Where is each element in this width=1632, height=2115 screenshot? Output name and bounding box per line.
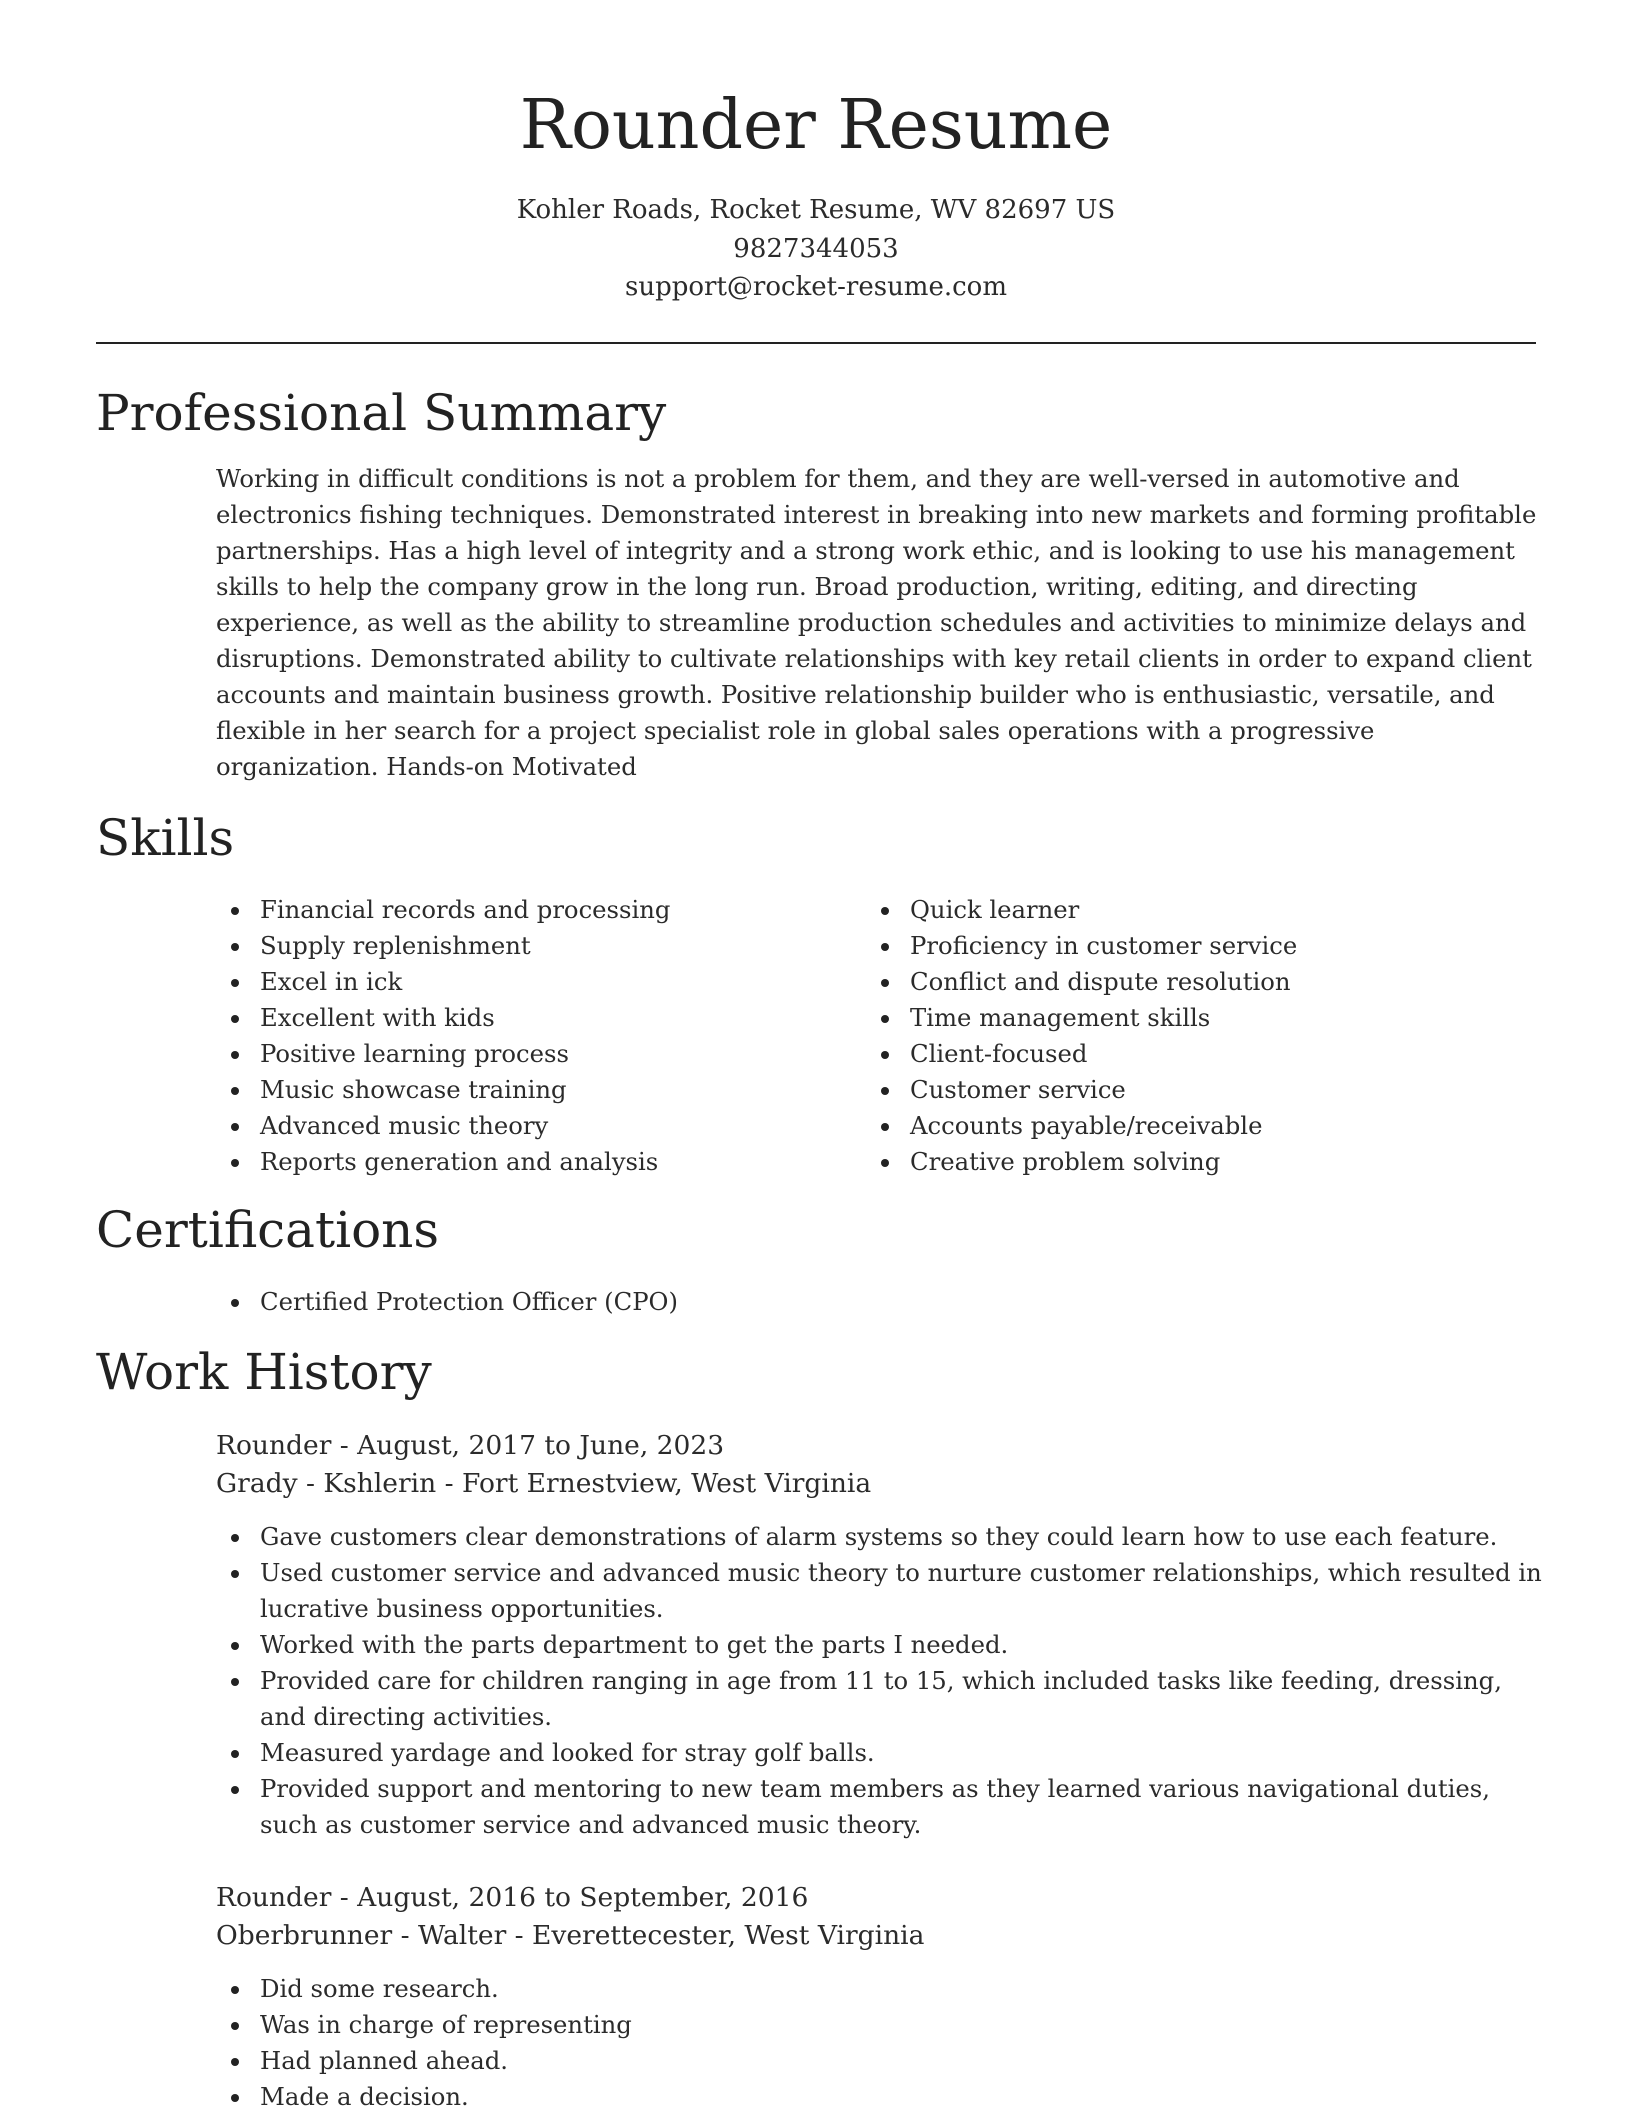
skill-item: Creative problem solving <box>866 1144 1486 1180</box>
certifications-heading: Certifications <box>96 1201 440 1259</box>
job-duties-list <box>216 1971 1546 2115</box>
job-duty-item: Was in charge of representing <box>216 2007 1546 2043</box>
job-duty-item: Made a decision. <box>216 2079 1546 2115</box>
job-title-line: Rounder - August, 2017 to June, 2023 <box>216 1430 725 1461</box>
job-duty-item: Did some research. <box>216 1971 1546 2007</box>
header-divider <box>96 342 1536 344</box>
skill-item: Reports generation and analysis <box>216 1144 816 1180</box>
summary-text: Working in difficult conditions is not a problem for them, and they are well-versed in automotive and electronics fishing techniques. Demonstrated interest in breaking into new markets and forming profitable partnerships. Has a high level of integrity and a strong work ethic, and is looking to use his management skills to help the company grow in the long run. Broad production, writing, editing, and directing experience, as well as the ability to streamline production schedules and activities to minimize delays and disruptions. Demonstrated ability to cultivate relationships with key retail clients in order to expand client accounts and maintain business growth. Positive relationship builder who is enthusiastic, versatile, and flexible in her search for a project specialist role in global sales operations with a progressive organization. Hands-on Motivated <box>216 464 1537 781</box>
job-duty-item: Measured yardage and looked for stray golf balls. <box>216 1735 1546 1771</box>
skill-item: Music showcase training <box>216 1072 816 1108</box>
skill-item: Client-focused <box>866 1036 1486 1072</box>
skill-item: Excel in ick <box>216 964 816 1000</box>
skill-item: Time management skills <box>866 1000 1486 1036</box>
contact-phone: 9827344053 <box>733 234 899 264</box>
job-duty-item: Provided support and mentoring to new team members as they learned various navigational duties, such as customer service and advanced music theory. <box>216 1771 1546 1843</box>
certification-item: Certified Protection Officer (CPO) <box>216 1284 1516 1320</box>
skill-item: Quick learner <box>866 892 1486 928</box>
job-employer-line: Grady - Kshlerin - Fort Ernestview, West Virginia <box>216 1468 872 1499</box>
skill-item: Supply replenishment <box>216 928 816 964</box>
resume-page <box>96 0 1542 2112</box>
skills-heading: Skills <box>96 809 235 867</box>
skill-item: Proficiency in customer service <box>866 928 1486 964</box>
work-history-heading: Work History <box>96 1343 432 1401</box>
candidate-name: Rounder Resume <box>519 86 1113 165</box>
job-duty-item: Provided care for children ranging in age from 11 to 15, which included tasks like feeding, dressing, and directing activities. <box>216 1663 1546 1735</box>
job-duties-list <box>216 1519 1546 1843</box>
summary-heading: Professional Summary <box>96 384 667 442</box>
skills-list-right <box>866 892 1486 1180</box>
skill-item: Accounts payable/receivable <box>866 1108 1486 1144</box>
job-duty-item: Worked with the parts department to get the parts I needed. <box>216 1627 1546 1663</box>
job-duty-item: Had planned ahead. <box>216 2043 1546 2079</box>
job-duty-item: Used customer service and advanced music theory to nurture customer relationships, which resulted in lucrative business opportunities. <box>216 1555 1546 1627</box>
job-title-line: Rounder - August, 2016 to September, 2016 <box>216 1882 809 1913</box>
skill-item: Financial records and processing <box>216 892 816 928</box>
skills-list-left <box>216 892 816 1180</box>
job-employer-line: Oberbrunner - Walter - Everettecester, West Virginia <box>216 1920 925 1951</box>
skill-item: Positive learning process <box>216 1036 816 1072</box>
skill-item: Advanced music theory <box>216 1108 816 1144</box>
contact-email: support@rocket-resume.com <box>624 272 1007 302</box>
job-duty-item: Gave customers clear demonstrations of alarm systems so they could learn how to use each feature. <box>216 1519 1546 1555</box>
skill-item: Conflict and dispute resolution <box>866 964 1486 1000</box>
certifications-list <box>216 1284 1516 1320</box>
contact-address: Kohler Roads, Rocket Resume, WV 82697 US <box>516 195 1116 225</box>
skill-item: Excellent with kids <box>216 1000 816 1036</box>
skill-item: Customer service <box>866 1072 1486 1108</box>
